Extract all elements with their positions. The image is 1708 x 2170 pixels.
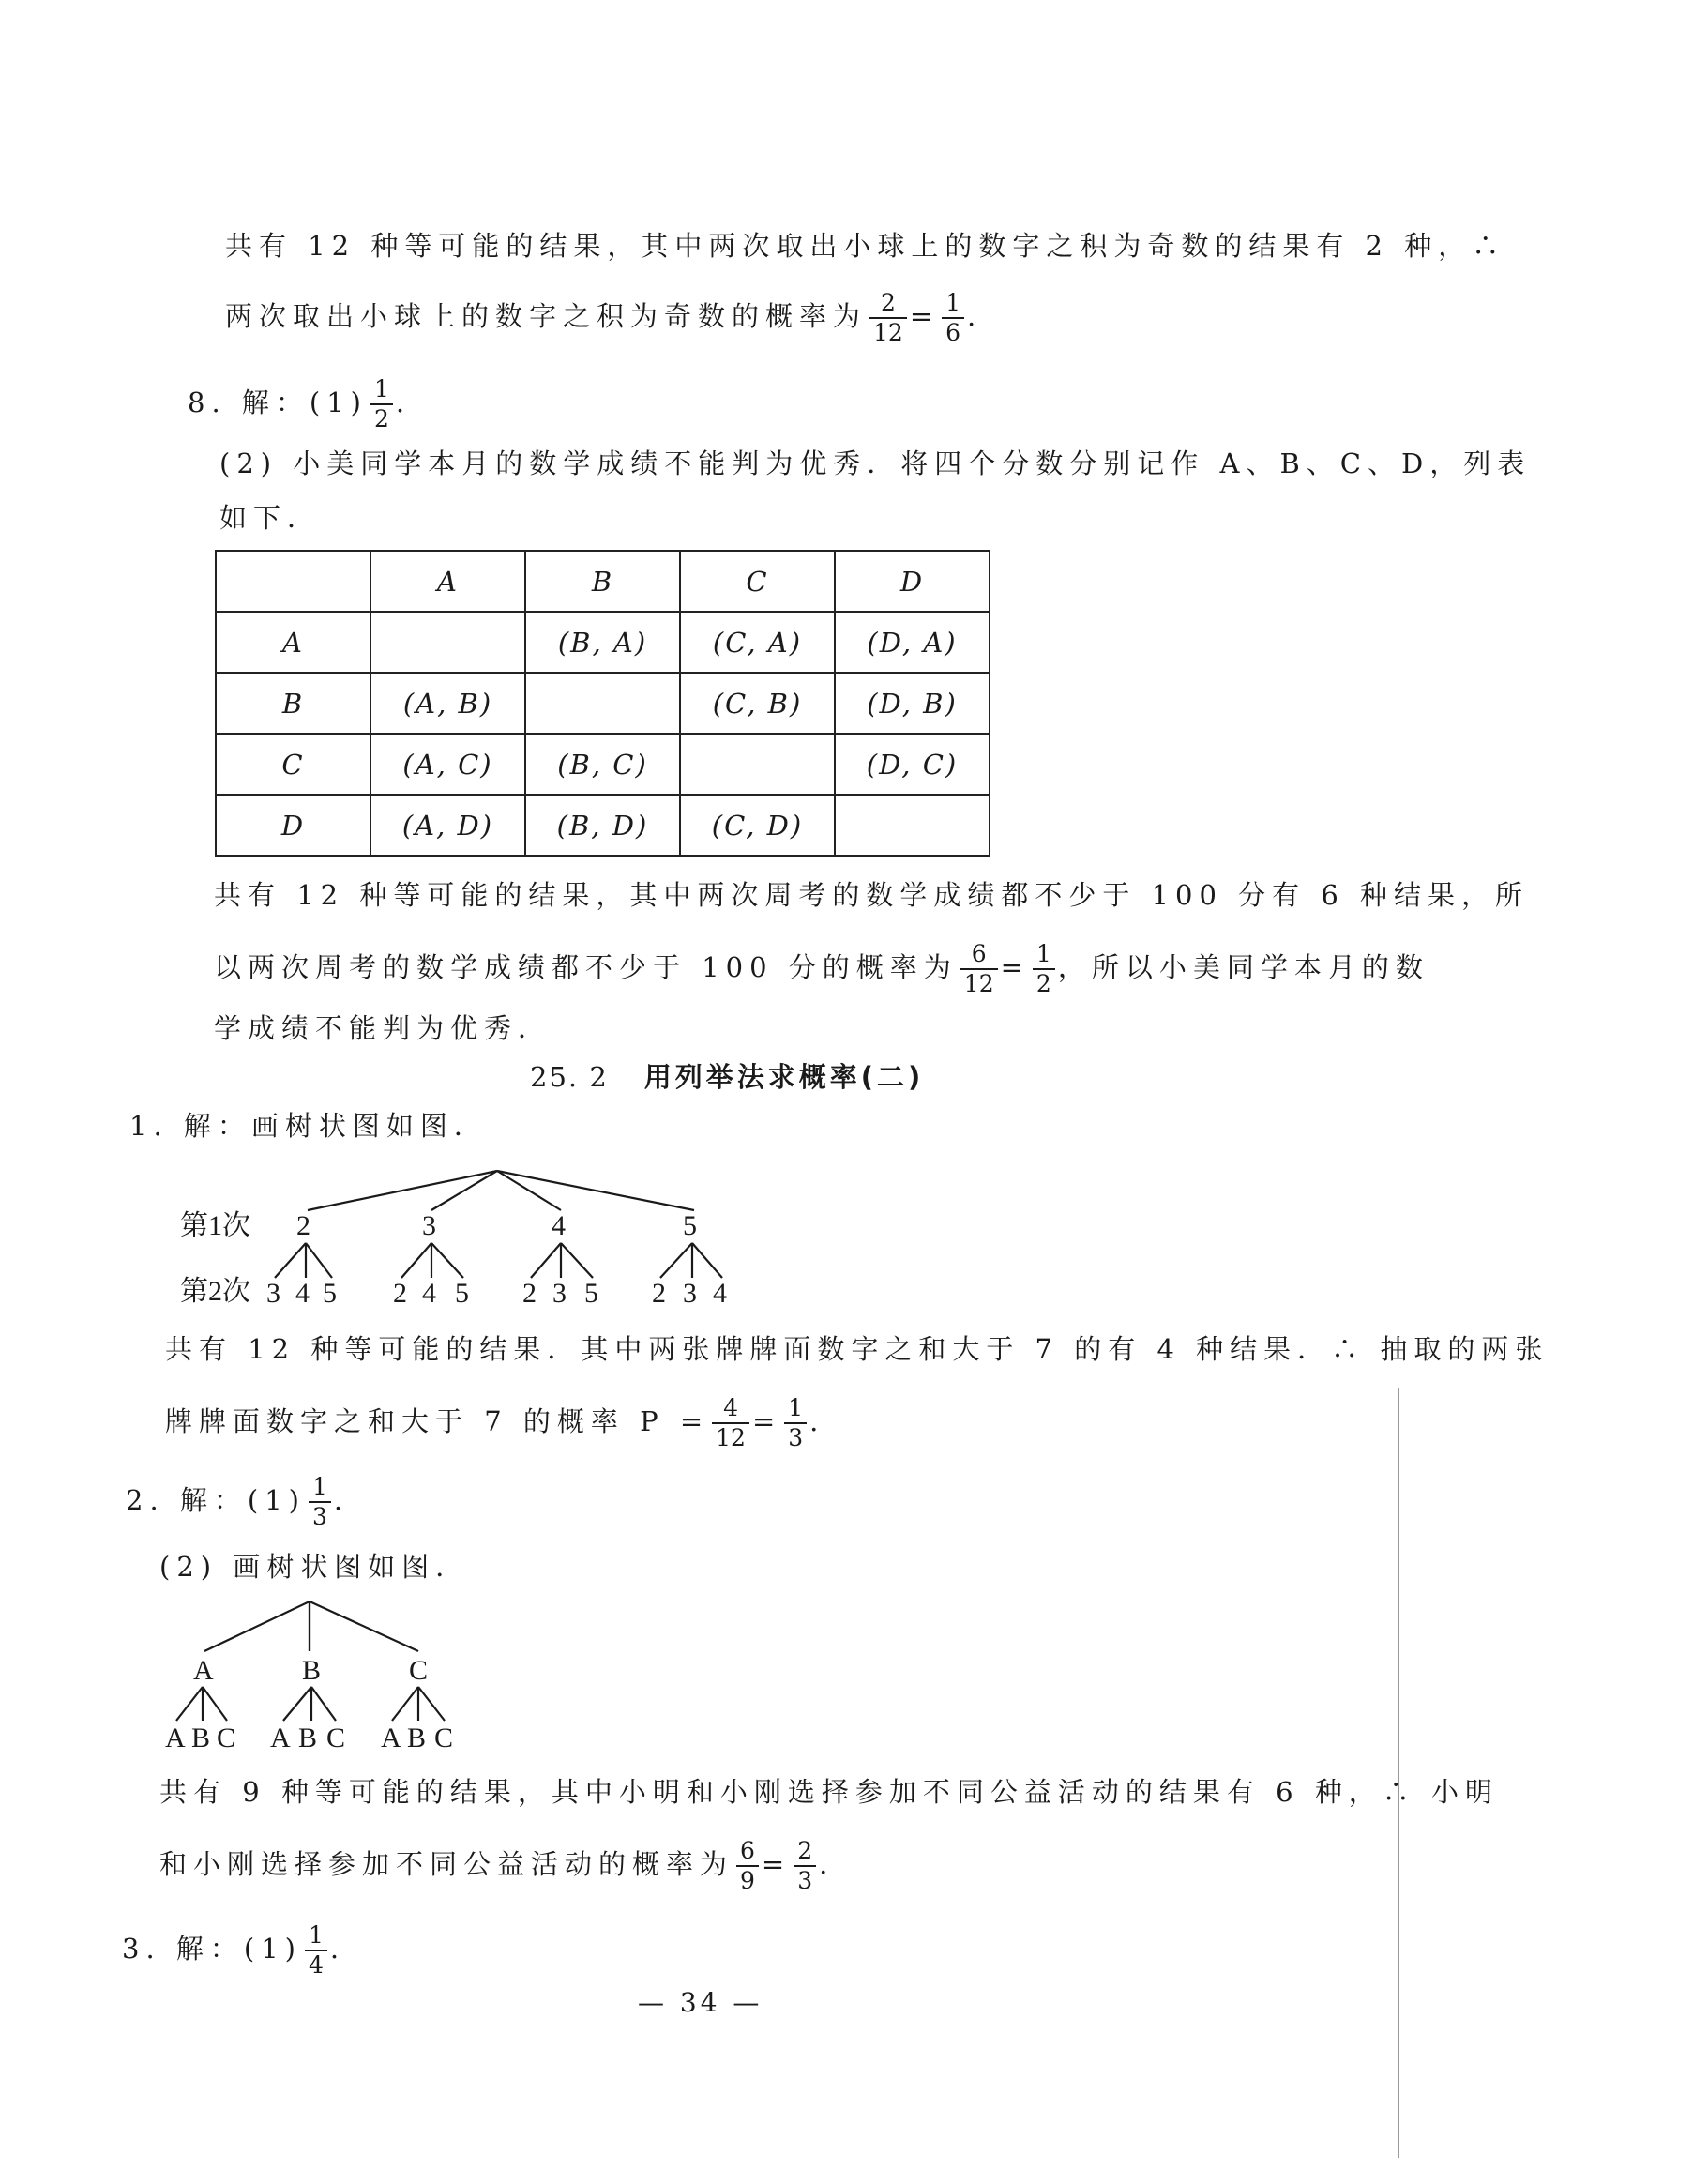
tree-node: C — [434, 1722, 454, 1753]
text-line: 共有 9 种等可能的结果，其中小明和小刚选择参加不同公益活动的结果有 6 种，∴ 小明 — [159, 1776, 1499, 1808]
tree-branch — [392, 1687, 418, 1721]
text-fragment: 以两次周考的数学成绩都不少于 100 分的概率为 — [214, 951, 958, 983]
table-cell: C — [216, 734, 370, 795]
tree-branch — [311, 1687, 336, 1721]
text-line: 如下． — [219, 502, 322, 534]
section-number: 25. 2 — [530, 1061, 609, 1093]
numerator: 1 — [784, 1394, 807, 1424]
table-cell: (C, A) — [680, 612, 835, 673]
fraction — [794, 1837, 816, 1895]
question-2 — [126, 1473, 349, 1531]
tree-node: A — [270, 1722, 291, 1753]
section-title: 用列举法求概率(二) — [643, 1061, 925, 1093]
equals-sign: = — [909, 300, 940, 332]
tree-node: B — [407, 1722, 427, 1753]
numerator: 1 — [305, 1921, 327, 1951]
period: . — [819, 1848, 835, 1880]
table-cell: (D, B) — [835, 673, 990, 734]
denominator: 3 — [311, 1503, 327, 1530]
question-1-label: 1. 解：画树状图如图． — [129, 1110, 488, 1142]
tree-branch — [306, 1243, 332, 1278]
tree-node: B — [302, 1655, 322, 1686]
tree-node: 3 — [422, 1210, 436, 1241]
denominator: 2 — [373, 405, 389, 432]
numerator: 1 — [370, 375, 393, 405]
denominator: 9 — [740, 1867, 755, 1894]
tree-node: C — [409, 1655, 429, 1686]
text-line — [165, 1394, 824, 1452]
tree-branch — [203, 1687, 227, 1721]
fraction — [309, 1473, 331, 1531]
tree-node: 4 — [713, 1278, 727, 1309]
tree-node: 2 — [522, 1278, 537, 1309]
table-cell: (A, C) — [370, 734, 525, 795]
text-line — [159, 1837, 834, 1895]
numerator: 6 — [736, 1837, 759, 1867]
tree-branch — [401, 1243, 431, 1278]
tree-node: 4 — [422, 1278, 436, 1309]
tree-node: C — [217, 1722, 236, 1753]
period: . — [809, 1405, 825, 1437]
tree-node: 5 — [455, 1278, 469, 1309]
table-cell: A — [370, 551, 525, 612]
numerator: 6 — [960, 940, 998, 970]
tree-node: A — [193, 1655, 214, 1686]
text-line: 共有 12 种等可能的结果．其中两张牌牌面数字之和大于 7 的有 4 种结果．∴ 抽取的两张 — [165, 1333, 1549, 1365]
denominator: 12 — [716, 1424, 746, 1451]
table-cell: B — [525, 551, 680, 612]
text-fragment: 两次取出小球上的数字之积为奇数的概率为 — [225, 300, 868, 332]
tree-node: A — [381, 1722, 401, 1753]
table-cell: (C, D) — [680, 795, 835, 856]
tree-diagram-1 — [275, 1171, 722, 1278]
text-fragment: 牌牌面数字之和大于 7 的概率 P = — [165, 1405, 710, 1437]
tree-node: 2 — [393, 1278, 407, 1309]
text-line: 学成绩不能判为优秀． — [214, 1012, 552, 1044]
numerator: 2 — [794, 1837, 816, 1867]
numerator: 4 — [712, 1394, 749, 1424]
period: . — [329, 1933, 346, 1965]
denominator: 3 — [788, 1424, 804, 1451]
tree-branch — [275, 1243, 306, 1278]
numerator: 1 — [942, 289, 964, 319]
period: . — [395, 387, 412, 418]
tree-branch — [204, 1601, 310, 1651]
table-cell: (A, D) — [370, 795, 525, 856]
fraction — [736, 1837, 759, 1895]
table-cell: (C, B) — [680, 673, 835, 734]
text-line: 共有 12 种等可能的结果，其中两次取出小球上的数字之积为奇数的结果有 2 种，∴ — [225, 230, 1506, 262]
tree-branch — [176, 1687, 203, 1721]
tree-node: 5 — [683, 1210, 697, 1241]
equals-sign: = — [1000, 951, 1030, 983]
fraction — [305, 1921, 327, 1980]
tree-node: B — [298, 1722, 318, 1753]
tree-node: 2 — [296, 1210, 310, 1241]
table-cell: (D, A) — [835, 612, 990, 673]
numerator: 1 — [309, 1473, 331, 1503]
tree-node: 3 — [552, 1278, 567, 1309]
table-cell: C — [680, 551, 835, 612]
text-fragment: 和小刚选择参加不同公益活动的概率为 — [159, 1848, 734, 1880]
table-cell: D — [835, 551, 990, 612]
tree-node: 2 — [652, 1278, 666, 1309]
denominator: 3 — [797, 1867, 813, 1894]
tree-node: 5 — [323, 1278, 337, 1309]
tree-node: A — [165, 1722, 186, 1753]
table-cell: (B, C) — [525, 734, 680, 795]
table-cell: D — [216, 795, 370, 856]
text-line: (2) 小美同学本月的数学成绩不能判为优秀．将四个分数分别记作 A、B、C、D，列表 — [219, 448, 1532, 479]
tree-node: 5 — [584, 1278, 598, 1309]
tree-branch — [561, 1243, 593, 1278]
text-line: (2) 画树状图如图． — [159, 1551, 470, 1583]
text-fragment: ，所以小美同学本月的数 — [1057, 951, 1429, 983]
period: . — [967, 300, 983, 332]
tree-node: B — [191, 1722, 211, 1753]
question-label: 2. 解：(1) — [126, 1484, 306, 1516]
tree-branch — [283, 1687, 311, 1721]
denominator: 12 — [873, 319, 903, 346]
table-cell: (D, C) — [835, 734, 990, 795]
tree-branch — [310, 1601, 418, 1651]
table-cell: (A, B) — [370, 673, 525, 734]
table-cell: A — [216, 612, 370, 673]
table-cell: (B, D) — [525, 795, 680, 856]
denominator: 12 — [963, 970, 994, 997]
fraction — [784, 1394, 807, 1452]
equals-sign: = — [761, 1848, 792, 1880]
tree-branch — [431, 1243, 463, 1278]
tree-node: 4 — [552, 1210, 566, 1241]
tree-branch — [531, 1243, 561, 1278]
table-cell: B — [216, 673, 370, 734]
question-3 — [122, 1921, 345, 1980]
period: . — [333, 1484, 350, 1516]
text-line: 共有 12 种等可能的结果，其中两次周考的数学成绩都不少于 100 分有 6 种结果，所 — [214, 879, 1530, 911]
equals-sign: = — [751, 1405, 782, 1437]
tree-branch — [692, 1243, 722, 1278]
denominator: 6 — [945, 319, 961, 346]
denominator: 2 — [1035, 970, 1051, 997]
tree-level-label: 第2次 — [180, 1276, 250, 1307]
tree-branch — [308, 1171, 497, 1210]
numerator: 1 — [1033, 940, 1055, 970]
tree-branch — [418, 1687, 445, 1721]
page-number: — 34 — — [638, 1987, 763, 2018]
numerator: 2 — [869, 289, 907, 319]
question-label: 8. 解：(1) — [188, 387, 368, 418]
table-cell: (B, A) — [525, 612, 680, 673]
tree-node: C — [326, 1722, 346, 1753]
question-label: 3. 解：(1) — [122, 1933, 302, 1965]
tree-branch — [497, 1171, 694, 1210]
fraction — [712, 1394, 749, 1452]
denominator: 4 — [308, 1951, 324, 1979]
tree-node: 3 — [266, 1278, 280, 1309]
tree-node: 4 — [295, 1278, 310, 1309]
tree-level-label: 第1次 — [180, 1210, 250, 1241]
tree-branch — [660, 1243, 692, 1278]
tree-node: 3 — [683, 1278, 697, 1309]
